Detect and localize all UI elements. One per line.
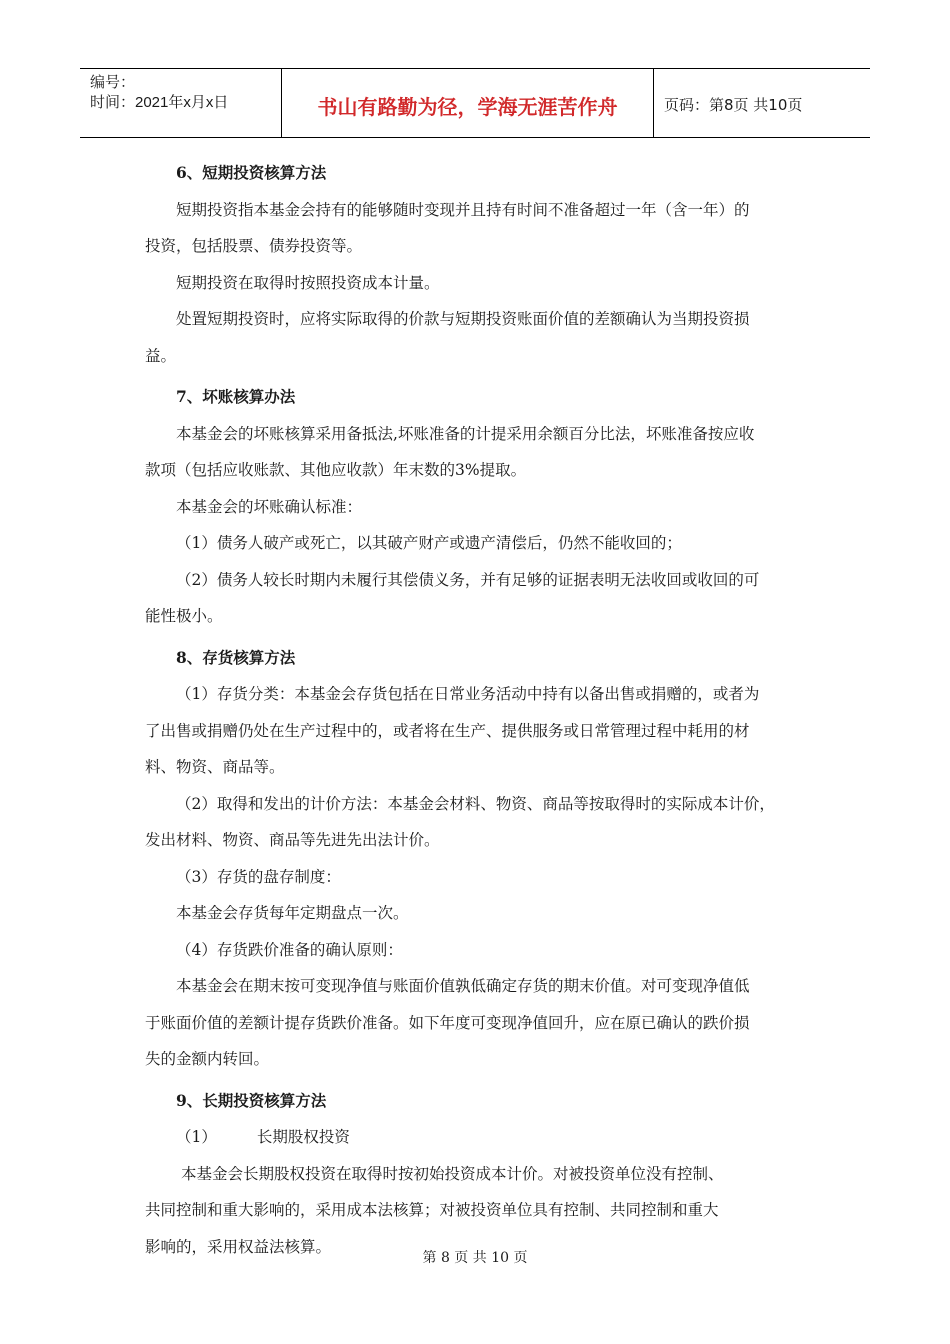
- paragraph-line: 失的金额内转回。: [145, 1050, 270, 1068]
- subsection-number: （1）: [176, 1128, 217, 1146]
- paragraph-line: 款项（包括应收账款、其他应收款）年末数的3%提取。: [145, 461, 527, 479]
- section-heading-9: 9、长期投资核算方法: [176, 1090, 327, 1110]
- paragraph-line: （1）存货分类：本基金会存货包括在日常业务活动中持有以备出售或捐赠的，或者为: [176, 685, 760, 703]
- header-meta: [80, 69, 282, 137]
- header-page-cell: [654, 69, 870, 137]
- paragraph-line: 了出售或捐赠仍处在生产过程中的，或者将在生产、提供服务或日常管理过程中耗用的材: [145, 721, 750, 740]
- document-body: [145, 155, 817, 1265]
- paragraph-line: 发出材料、物资、商品等先进先出法计价。: [145, 831, 440, 849]
- subsection-title: 长期股权投资: [256, 1128, 350, 1146]
- section-heading-6: 6、短期投资核算方法: [176, 163, 327, 182]
- paragraph-line: 本基金会在期末按可变现净值与账面价值孰低确定存货的期末价值。对可变现净值低: [176, 977, 750, 995]
- time-label: 时间：2021年x月x日: [90, 94, 229, 111]
- paragraph-line: （4）存货跌价准备的确认原则：: [176, 940, 403, 959]
- page-header: [80, 68, 870, 138]
- paragraph-line: 短期投资指本基金会持有的能够随时变现并且持有时间不准备超过一年（含一年）的: [176, 200, 750, 219]
- paragraph-line: （3）存货的盘存制度：: [176, 867, 341, 886]
- paragraph-line: 共同控制和重大影响的，采用成本法核算；对被投资单位具有控制、共同控制和重大: [145, 1201, 719, 1219]
- number-label: 编号：: [90, 74, 136, 91]
- paragraph-line: 于账面价值的差额计提存货跌价准备。如下年度可变现净值回升，应在原已确认的跌价损: [145, 1013, 750, 1032]
- paragraph-line: 投资，包括股票、债券投资等。: [145, 237, 363, 255]
- section-heading-7: 7、坏账核算办法: [176, 387, 296, 406]
- paragraph-line: 处置短期投资时，应将实际取得的价款与短期投资账面价值的差额确认为当期投资损: [176, 310, 750, 328]
- paragraph-line: 料、物资、商品等。: [145, 758, 285, 776]
- page-footer: 第 8 页 共 10 页: [422, 1250, 528, 1266]
- paragraph-line: （2）债务人较长时期内未履行其偿债义务，并有足够的证据表明无法收回或收回的可: [176, 570, 760, 589]
- paragraph-line: （2）取得和发出的计价方法：本基金会材料、物资、商品等按取得时的实际成本计价，: [176, 794, 775, 813]
- paragraph-line: 本基金会长期股权投资在取得时按初始投资成本计价。对被投资单位没有控制、: [181, 1164, 724, 1183]
- paragraph-line: 益。: [145, 346, 177, 365]
- paragraph-line: （1）债务人破产或死亡，以其破产财产或遗产清偿后，仍然不能收回的；: [176, 534, 682, 552]
- section-heading-8: 8、存货核算方法: [176, 647, 296, 667]
- paragraph-line: 影响的，采用权益法核算。: [145, 1237, 332, 1256]
- page-info: 页码：第8页 共10页: [664, 96, 803, 114]
- paragraph-line: 能性极小。: [145, 607, 223, 625]
- subsection-heading: [145, 1119, 817, 1156]
- paragraph-line: 短期投资在取得时按照投资成本计量。: [176, 273, 440, 292]
- paragraph-line: 本基金会的坏账核算采用备抵法,坏账准备的计提采用余额百分比法，坏账准备按应收: [176, 424, 755, 443]
- header-motto-cell: [282, 69, 654, 137]
- motto: 书山有路勤为径，学海无涯苦作舟: [317, 95, 618, 119]
- paragraph-line: 本基金会的坏账确认标准：: [176, 497, 363, 516]
- paragraph-line: 本基金会存货每年定期盘点一次。: [176, 904, 409, 922]
